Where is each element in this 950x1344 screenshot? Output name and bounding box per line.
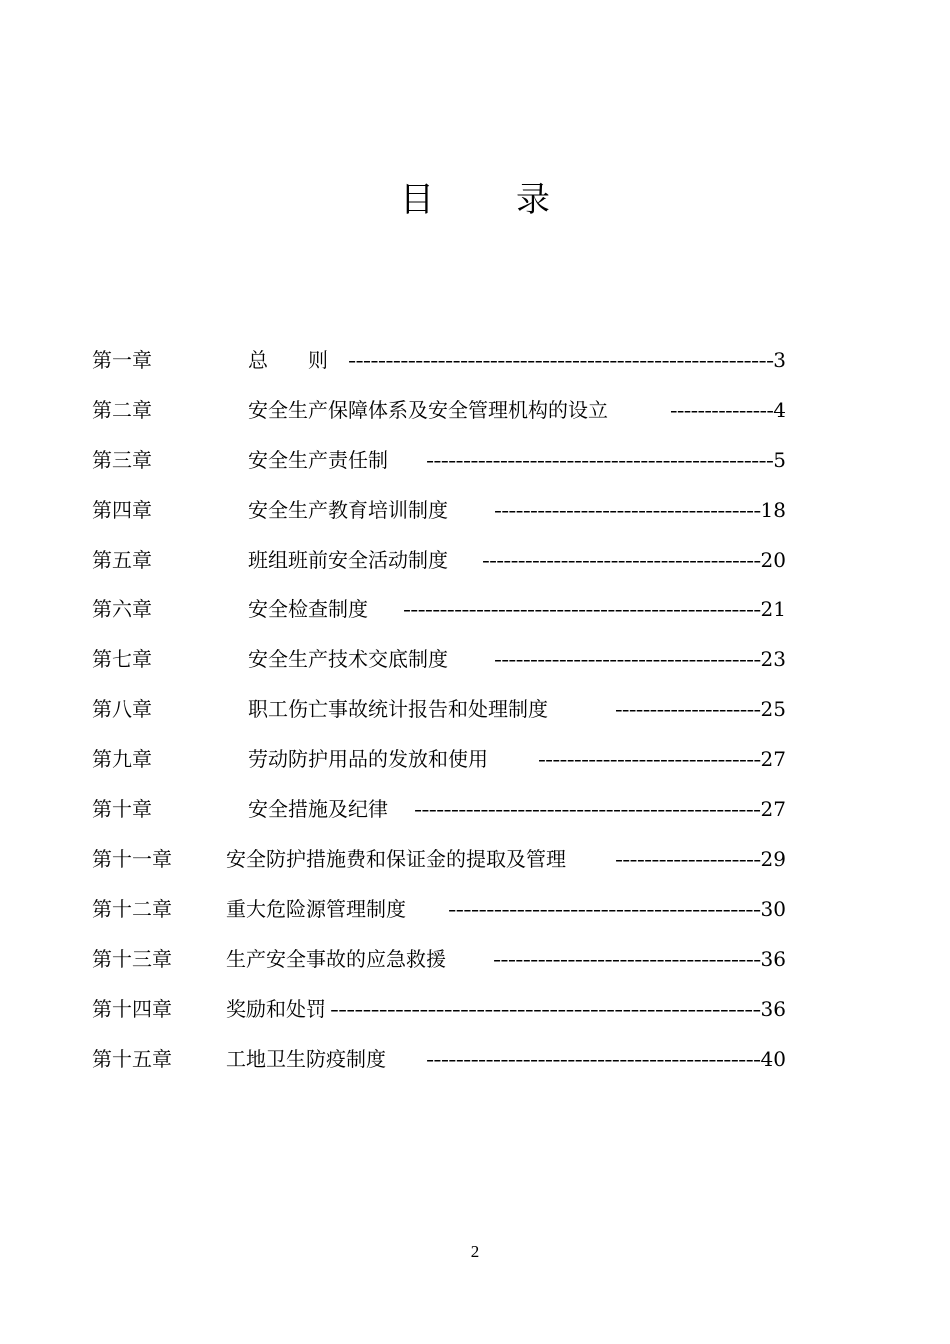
toc-chapter-label: 第三章 bbox=[92, 448, 152, 472]
toc-chapter-label: 第一章 bbox=[92, 348, 152, 372]
toc-page-number: 36 bbox=[760, 947, 786, 971]
toc-page-number: 25 bbox=[760, 697, 786, 721]
toc-chapter-title: 重大危险源管理制度 bbox=[226, 897, 406, 921]
toc-chapter-label: 第十二章 bbox=[92, 897, 172, 921]
toc-chapter-label: 第六章 bbox=[92, 597, 152, 621]
toc-chapter-label: 第七章 bbox=[92, 647, 152, 671]
toc-chapter-title: 安全措施及纪律 bbox=[248, 797, 388, 821]
toc-chapter-label: 第十四章 bbox=[92, 997, 172, 1021]
toc-page-number: 36 bbox=[760, 997, 786, 1021]
toc-dot-leader: --------------------------------------- bbox=[482, 548, 761, 572]
toc-chapter-label: 第四章 bbox=[92, 498, 152, 522]
toc-page-number: 18 bbox=[760, 498, 786, 522]
toc-page-number: 40 bbox=[760, 1047, 786, 1071]
toc-page-number: 23 bbox=[760, 647, 786, 671]
toc-chapter-label: 第二章 bbox=[92, 398, 152, 422]
toc-dot-leader: ------------------------------------- bbox=[494, 647, 761, 671]
toc-chapter-title: 工地卫生防疫制度 bbox=[226, 1047, 386, 1071]
toc-chapter-label: 第九章 bbox=[92, 747, 152, 771]
toc-page-number: 27 bbox=[760, 747, 786, 771]
toc-dot-leader: --------------------------------------------------------- bbox=[348, 348, 774, 372]
toc-chapter-title: 安全检查制度 bbox=[248, 597, 368, 621]
toc-chapter-label: 第八章 bbox=[92, 697, 152, 721]
toc-dot-leader: --------------------- bbox=[615, 697, 761, 721]
toc-page-number: 21 bbox=[760, 597, 786, 621]
toc-chapter-title: 安全防护措施费和保证金的提取及管理 bbox=[226, 847, 566, 871]
page-number: 2 bbox=[470, 1242, 480, 1261]
toc-chapter-title: 安全生产保障体系及安全管理机构的设立 bbox=[248, 398, 608, 422]
toc-page-number: 5 bbox=[773, 448, 786, 472]
toc-chapter-title: 安全生产教育培训制度 bbox=[248, 498, 448, 522]
toc-title-char-2: 录 bbox=[516, 180, 550, 220]
toc-title-char-1: 目 bbox=[400, 180, 434, 220]
toc-chapter-label: 第十章 bbox=[92, 797, 152, 821]
toc-chapter-title: 总 则 bbox=[248, 348, 328, 372]
toc-page-number: 27 bbox=[760, 797, 786, 821]
toc-page-number: 4 bbox=[773, 398, 786, 422]
toc-chapter-label: 第十三章 bbox=[92, 947, 172, 971]
toc-chapter-title: 职工伤亡事故统计报告和处理制度 bbox=[248, 697, 548, 721]
toc-chapter-label: 第五章 bbox=[92, 548, 152, 572]
toc-page-number: 20 bbox=[760, 548, 786, 572]
toc-dot-leader: ------------------------------------------------- bbox=[403, 597, 761, 621]
toc-chapter-title: 班组班前安全活动制度 bbox=[248, 548, 448, 572]
toc-page-number: 3 bbox=[773, 348, 786, 372]
toc-dot-leader: ----------------------------------------------- bbox=[426, 448, 774, 472]
toc-dot-leader: ------------------------------------ bbox=[493, 947, 761, 971]
toc-title bbox=[0, 178, 950, 222]
toc-chapter-label: 第十五章 bbox=[92, 1047, 172, 1071]
toc-dot-leader: --------------- bbox=[670, 398, 774, 422]
toc-page-number: 29 bbox=[760, 847, 786, 871]
toc-dot-leader: ----------------------------------------------- bbox=[414, 797, 761, 821]
toc-chapter-title: 奖励和处罚 bbox=[226, 997, 326, 1021]
toc-chapter-title: 安全生产技术交底制度 bbox=[248, 647, 448, 671]
toc-chapter-title: 生产安全事故的应急救援 bbox=[226, 947, 446, 971]
toc-dot-leader: ----------------------------------------------------- bbox=[330, 997, 761, 1021]
toc-dot-leader: ------------------------------------- bbox=[494, 498, 761, 522]
toc-chapter-title: 安全生产责任制 bbox=[248, 448, 388, 472]
toc-dot-leader: --------------------------------------------- bbox=[426, 1047, 761, 1071]
toc-dot-leader: ----------------------------------------- bbox=[448, 897, 761, 921]
toc-page-number: 30 bbox=[760, 897, 786, 921]
toc-chapter-title: 劳动防护用品的发放和使用 bbox=[248, 747, 488, 771]
toc-chapter-label: 第十一章 bbox=[92, 847, 172, 871]
toc-dot-leader: ------------------------------- bbox=[538, 747, 761, 771]
toc-dot-leader: -------------------- bbox=[615, 847, 761, 871]
